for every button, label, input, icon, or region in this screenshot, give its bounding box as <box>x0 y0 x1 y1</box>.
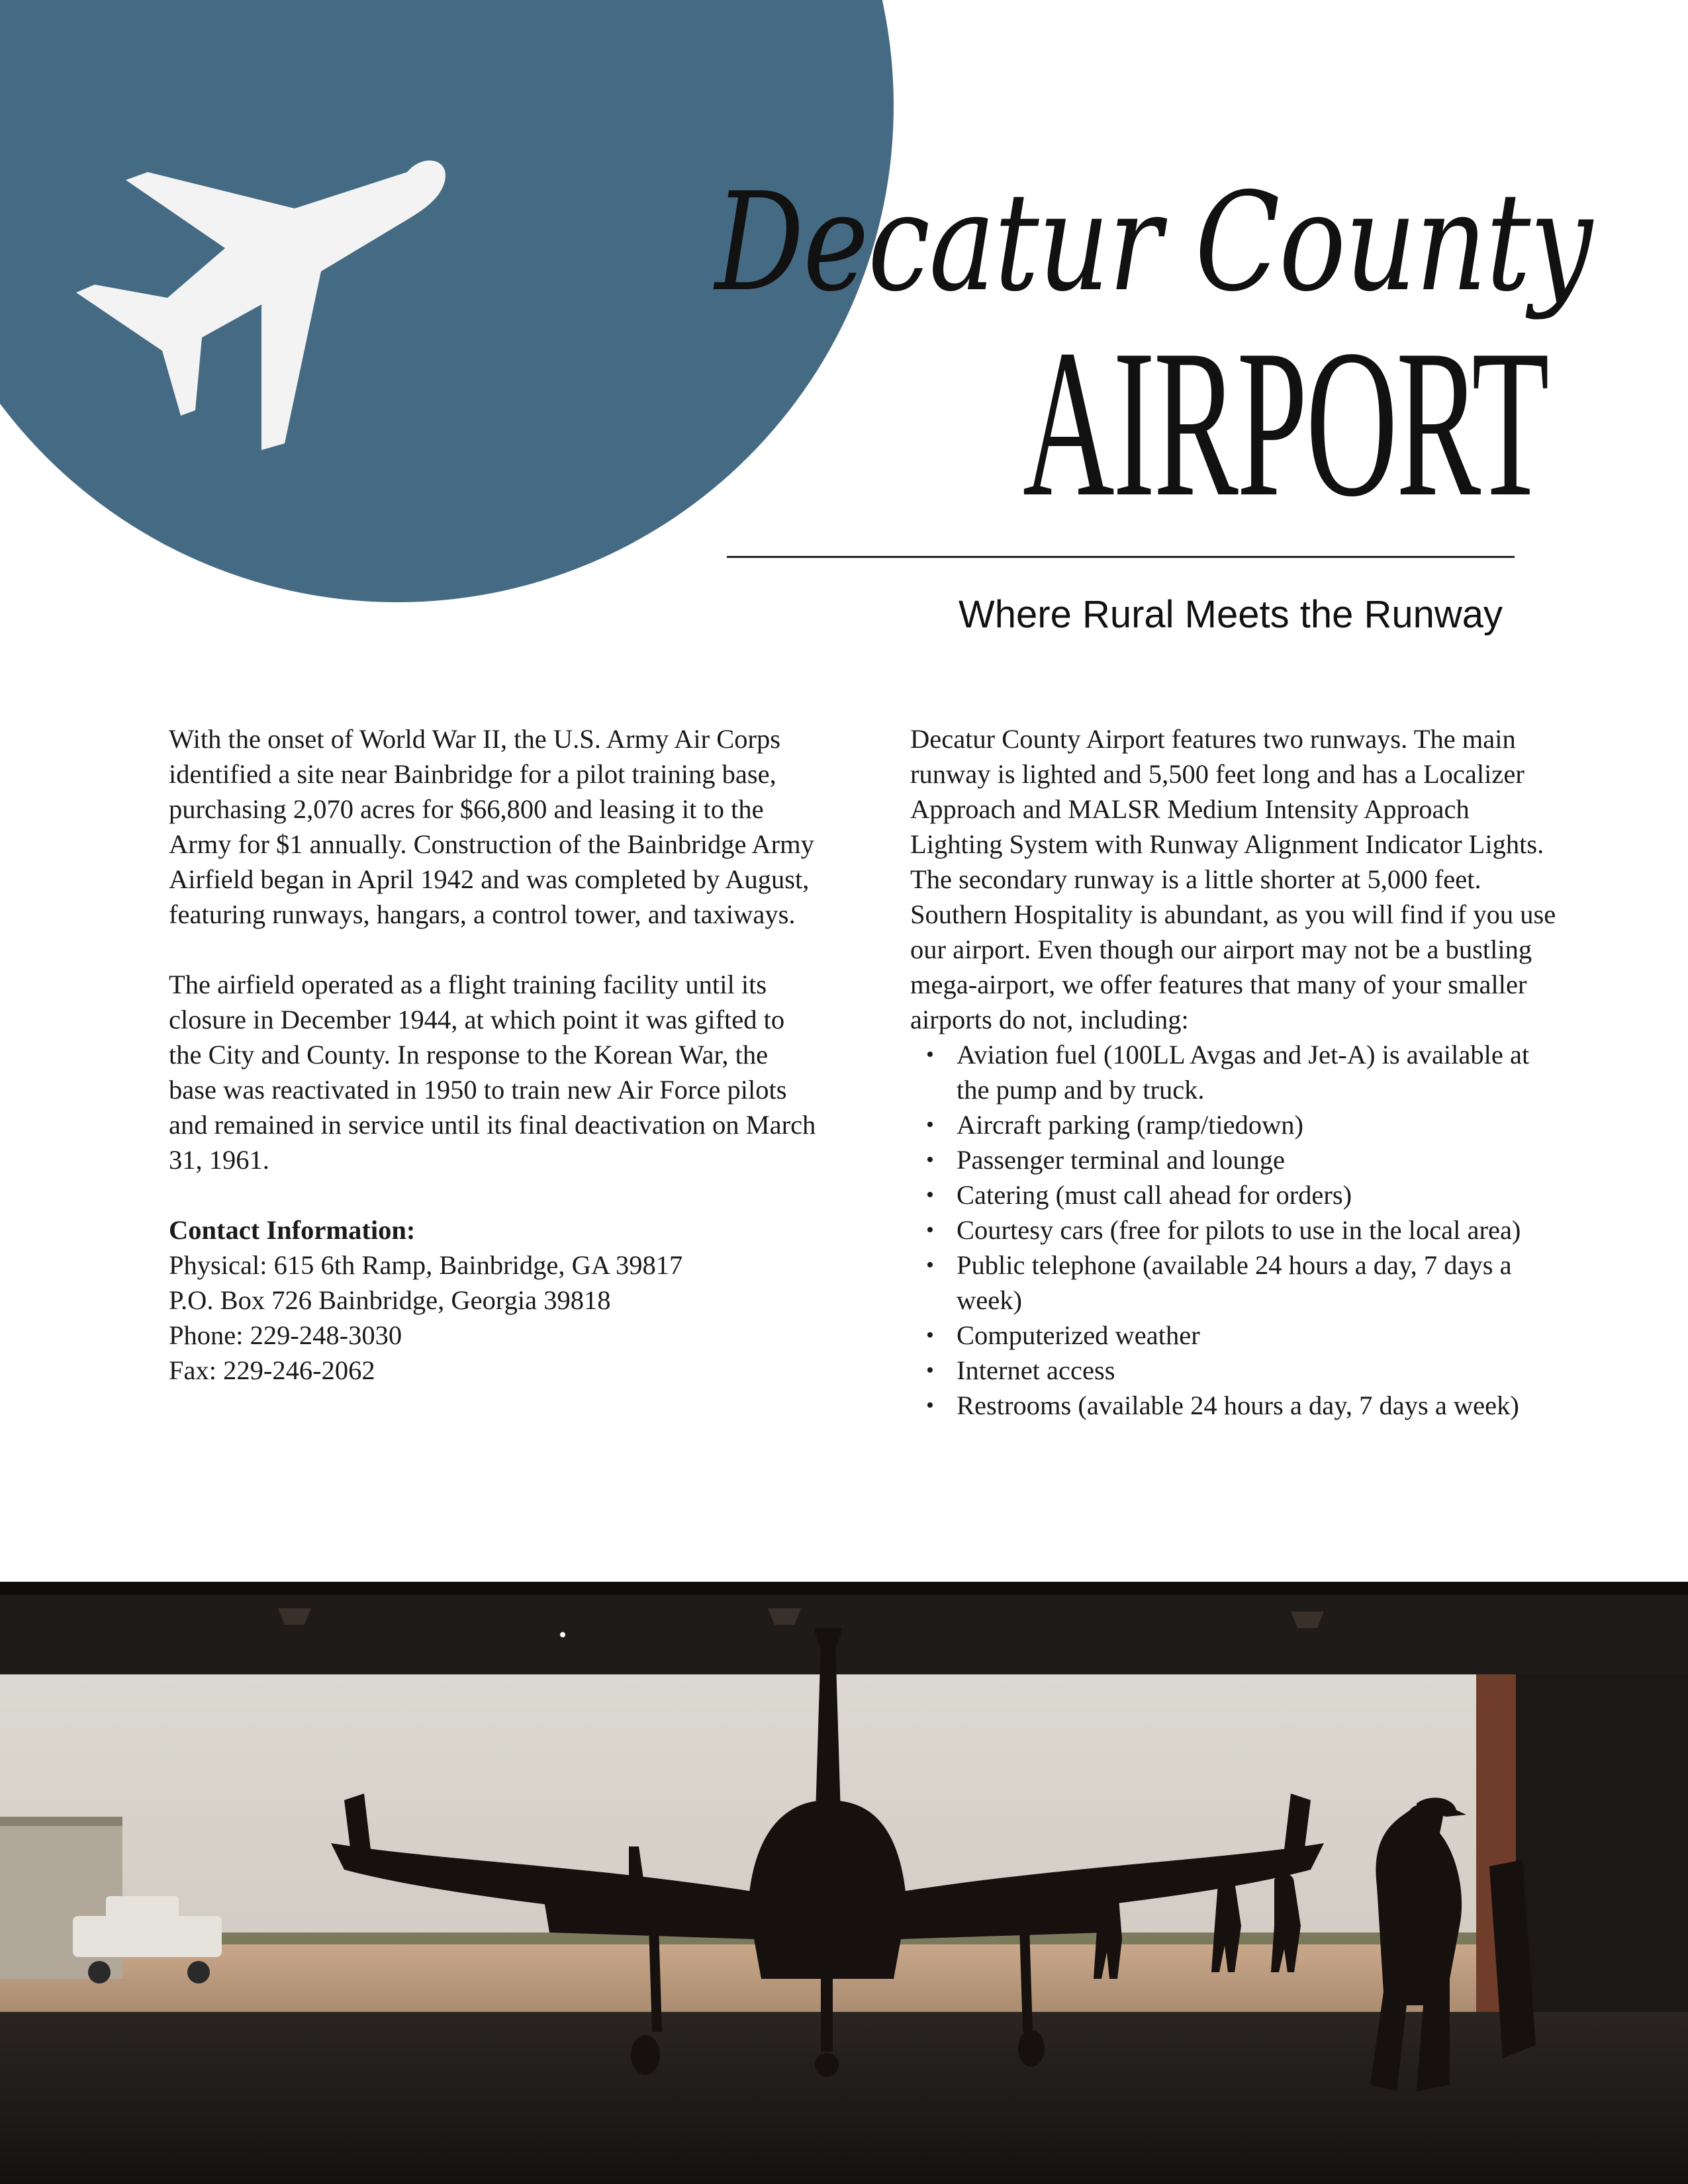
tagline: Where Rural Meets the Runway <box>959 593 1503 636</box>
title-airport: AIRPORT <box>1023 306 1548 541</box>
contact-physical: Physical: 615 6th Ramp, Bainbridge, GA 39817 <box>169 1250 683 1280</box>
feature-item: • Public telephone (available 24 hours a day, 7 days a week) <box>910 1248 1562 1318</box>
contact-fax: Fax: 229-246-2062 <box>169 1355 375 1385</box>
feature-item: • Courtesy cars (free for pilots to use in the local area) <box>910 1212 1562 1248</box>
features-intro: Decatur County Airport features two runways. The main runway is lighted and 5,500 feet long and has a Localizer Approach and MALSR Medium Intensity Approach Lighting System with Runway Alignment Indicator Lights. The secondary runway is a little shorter at 5,000 feet. Southern Hospitality is abundant, as you will find if you use our airport. Even though our airport may not be a bustling mega-airport, we offer features that many of your smaller airports do not, including: <box>910 724 1556 1034</box>
history-paragraph-2: The airfield operated as a flight training facility until its closure in December 1944, at which point it was gifted to the City and County. In response to the Korean War, the base was reactivated in 1950 to train new Air Force pilots and remained in service until its final deactivation on March 31, 1961. <box>169 970 816 1175</box>
history-column <box>169 721 821 1388</box>
contact-po-box: P.O. Box 726 Bainbridge, Georgia 39818 <box>169 1285 611 1315</box>
feature-item: • Catering (must call ahead for orders) <box>910 1177 1562 1212</box>
title-script: Decatur County <box>715 164 1592 322</box>
feature-item: • Restrooms (available 24 hours a day, 7 days a week) <box>910 1388 1562 1423</box>
contact-heading: Contact Information: <box>169 1215 416 1245</box>
airplane-icon <box>63 139 460 457</box>
feature-item: • Aircraft parking (ramp/tiedown) <box>910 1107 1562 1142</box>
contact-phone: Phone: 229-248-3030 <box>169 1320 402 1350</box>
hangar-photo <box>0 1582 1688 2184</box>
feature-item: • Internet access <box>910 1353 1562 1388</box>
features-list <box>910 1037 1562 1423</box>
feature-item: • Aviation fuel (100LL Avgas and Jet-A) is available at the pump and by truck. <box>910 1037 1562 1107</box>
feature-item: • Passenger terminal and lounge <box>910 1142 1562 1177</box>
title-divider <box>727 556 1515 558</box>
features-column <box>910 721 1562 1423</box>
feature-item: • Computerized weather <box>910 1318 1562 1353</box>
history-paragraph-1: With the onset of World War II, the U.S. Army Air Corps identified a site near Bainbridge for a pilot training base, purchasing 2,070 acres for $66,800 and leasing it to the Army for $1 annually. Construction of the Bainbridge Army Airfield began in April 1942 and was completed by August, featuring runways, hangars, a control tower, and taxiways. <box>169 724 814 929</box>
